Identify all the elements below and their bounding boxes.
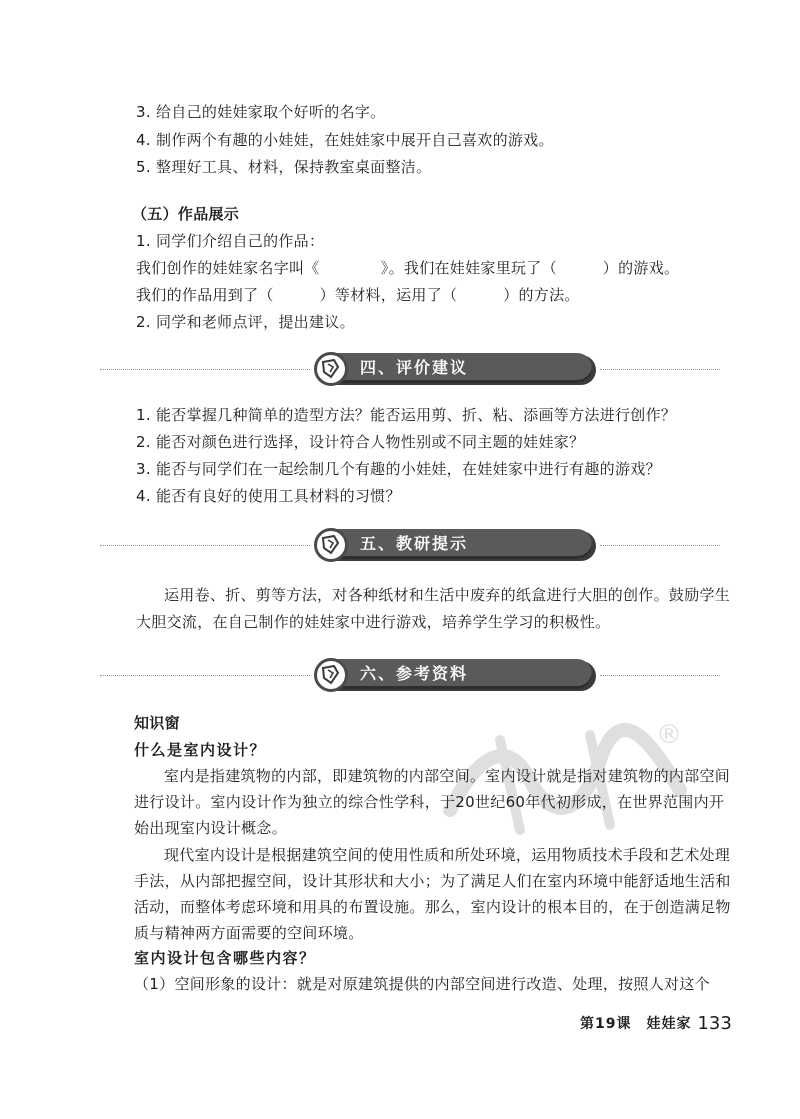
paper-craft-icon <box>314 528 348 562</box>
section-banner-evaluation <box>100 348 720 392</box>
registered-mark: ® <box>656 720 682 750</box>
lesson-title: 第19课 娃娃家 <box>580 1016 692 1032</box>
works-line-1: 1. 同学们介绍自己的作品： <box>136 232 325 250</box>
page-footer <box>580 1014 732 1034</box>
dotted-rule-right <box>600 369 720 370</box>
paragraph-1-line-3: 始出现室内设计概念。 <box>134 819 288 837</box>
paragraph-2-line-2: 手法，从内部把握空间，设计其形状和大小；为了满足人们在室内环境中能舒适地生活和 <box>134 872 731 890</box>
section-banner-reference <box>100 654 720 698</box>
eval-item-2: 2. 能否对颜色进行选择，设计符合人物性别或不同主题的娃娃家？ <box>136 433 585 451</box>
eval-item-3: 3. 能否与同学们在一起绘制几个有趣的小娃娃，在娃娃家中进行有趣的游戏？ <box>136 460 661 478</box>
paragraph-2-line-4: 质与精神两方面需要的空间环境。 <box>134 924 364 942</box>
banner-label: 五、教研提示 <box>360 534 469 553</box>
step-5: 5. 整理好工具、材料，保持教室桌面整洁。 <box>136 158 432 176</box>
paper-craft-icon <box>314 352 348 386</box>
eval-item-4: 4. 能否有良好的使用工具材料的习惯？ <box>136 487 401 505</box>
banner-pill <box>310 528 600 564</box>
eval-item-1: 1. 能否掌握几种简单的造型方法？能否运用剪、折、粘、添画等方法进行创作？ <box>136 406 677 424</box>
paragraph-2-line-3: 活动，而整体考虑环境和用具的布置设施。那么，室内设计的根本目的，在于创造满足物 <box>134 898 731 916</box>
works-line-3: 我们的作品用到了（ ）等材料，运用了（ ）的方法。 <box>136 286 580 304</box>
step-4: 4. 制作两个有趣的小娃娃，在娃娃家中展开自己喜欢的游戏。 <box>136 131 554 149</box>
paragraph-1-line-1: 室内是指建筑物的内部，即建筑物的内部空间。室内设计就是指对建筑物的内部空间 <box>164 767 731 785</box>
question-heading-2: 室内设计包含哪些内容？ <box>134 949 316 967</box>
section-heading-works: （五）作品展示 <box>132 205 240 223</box>
banner-pill <box>310 658 600 694</box>
paragraph-3-line-1: （1）空间形象的设计：就是对原建筑提供的内部空间进行改造、处理，按照人对这个 <box>134 975 710 993</box>
paper-craft-icon <box>314 658 348 692</box>
step-3: 3. 给自己的娃娃家取个好听的名字。 <box>136 103 386 121</box>
dotted-rule-left <box>100 369 310 370</box>
question-heading-1: 什么是室内设计？ <box>134 741 267 759</box>
banner-label: 六、参考资料 <box>360 664 469 683</box>
banner-label: 四、评价建议 <box>360 358 469 377</box>
page-number: 133 <box>697 1013 732 1034</box>
knowledge-title: 知识窗 <box>134 714 180 732</box>
research-text-line-2: 大胆交流，在自己制作的娃娃家中进行游戏，培养学生学习的积极性。 <box>136 613 611 631</box>
section-banner-research <box>100 524 720 568</box>
works-line-4: 2. 同学和老师点评，提出建议。 <box>136 313 355 331</box>
research-text-line-1: 运用卷、折、剪等方法，对各种纸材和生活中废弃的纸盒进行大胆的创作。鼓励学生 <box>164 586 731 604</box>
banner-pill <box>310 352 600 388</box>
paragraph-2-line-1: 现代室内设计是根据建筑空间的使用性质和所处环境，运用物质技术手段和艺术处理 <box>164 846 731 864</box>
works-line-2: 我们创作的娃娃家名字叫《 》。我们在娃娃家里玩了（ ）的游戏。 <box>136 259 680 277</box>
paragraph-1-line-2: 进行设计。室内设计作为独立的综合性学科，于20世纪60年代初形成，在世界范围内开 <box>134 793 725 811</box>
